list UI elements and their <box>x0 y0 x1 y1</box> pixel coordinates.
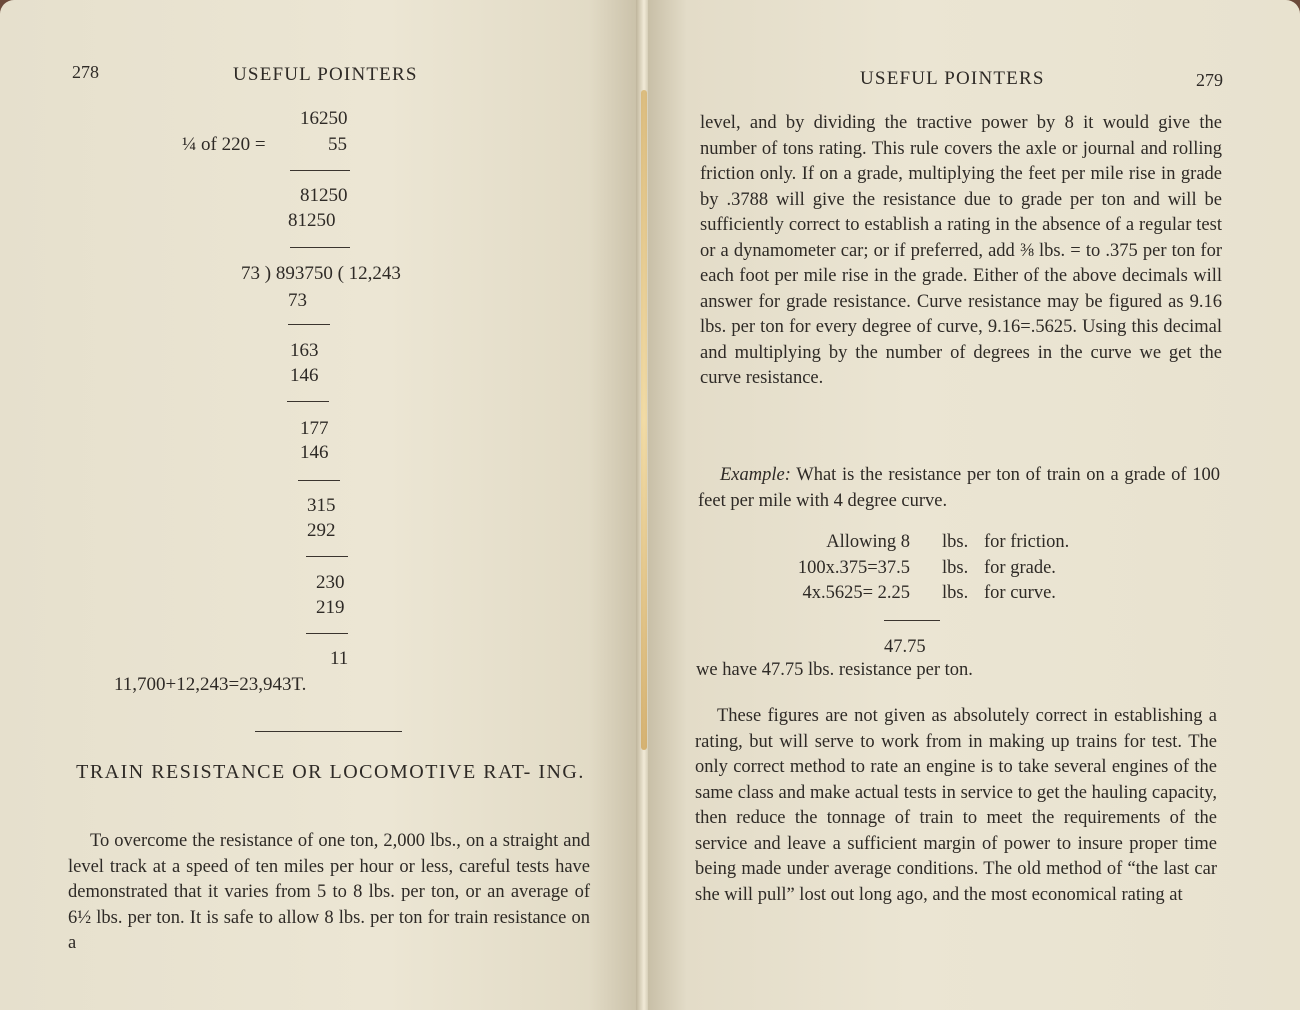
calc-line: 315 <box>307 495 336 516</box>
calc-rule <box>306 556 348 557</box>
calc-label: ¼ of 220 = <box>182 134 266 155</box>
calc-line: 73 <box>288 290 307 311</box>
calc-rule <box>290 170 350 171</box>
calc-line: 81250 <box>288 210 336 231</box>
left-page <box>0 0 640 1010</box>
calc-line: 292 <box>307 520 336 541</box>
calc-line: 177 <box>300 418 329 439</box>
calc-rule <box>287 401 329 402</box>
calc-line: 163 <box>290 340 319 361</box>
example-row-calc: 100x.375=37.5 <box>797 558 910 578</box>
calc-rule <box>290 247 350 248</box>
calc-line: 73 ) 893750 ( 12,243 <box>241 263 401 284</box>
calc-rule <box>298 480 340 481</box>
section-heading: TRAIN RESISTANCE OR LOCOMOTIVE RAT- ING. <box>76 761 585 783</box>
example-row-desc: for grade. <box>984 558 1056 578</box>
page-edge <box>641 90 647 750</box>
body-text: These figures are not given as absolutely correct in establishing a rating, but will serve to work from in making up trains for test. The only correct method to rate an engine is to take several engines of the same class and make actual tests in service to get the hauling capacity, then reduce the tonnage of train to meet the requirements of the service and leave a sufficient margin of power to insure proper time being made under average conditions. The old method of “the last car she will pull” lost out long ago, and the most economical rating at <box>695 706 1217 905</box>
calc-line: 16250 <box>300 108 348 129</box>
right-paragraph-2 <box>695 704 1217 908</box>
example-row-desc: for curve. <box>984 583 1056 603</box>
calc-line: 146 <box>290 365 319 386</box>
calc-rule <box>288 324 330 325</box>
body-text: To overcome the resistance of one ton, 2,000 lbs., on a straight and level track at a speed of ten miles per hour or less, careful tests have demonstrated that it varies from 5 to 8 lbs. per ton, or an average of 6½ lbs. per ton. It is safe to allow 8 lbs. per ton for train resistance on a <box>68 831 590 953</box>
example-row-desc: for friction. <box>984 532 1070 552</box>
section-divider <box>255 731 402 732</box>
left-body-paragraph <box>68 829 590 957</box>
calc-line: 146 <box>300 442 329 463</box>
example-paragraph <box>698 463 1220 514</box>
example-row-unit: lbs. <box>942 558 969 578</box>
calc-line: 230 <box>316 572 345 593</box>
sum-value: 47.75 <box>884 637 926 657</box>
right-page <box>648 0 1300 1010</box>
example-row-calc: 4x.5625= 2.25 <box>802 583 910 603</box>
calc-line: 81250 <box>300 185 348 206</box>
calc-line: 11 <box>330 648 349 669</box>
left-running-head: USEFUL POINTERS <box>233 64 418 85</box>
example-row-calc: Allowing 8 <box>826 532 910 552</box>
right-running-head: USEFUL POINTERS <box>860 68 1045 89</box>
result-line: we have 47.75 lbs. resistance per ton. <box>696 660 973 680</box>
sum-rule <box>884 620 940 621</box>
calc-total: 11,700+12,243=23,943T. <box>114 674 307 695</box>
example-row-unit: lbs. <box>942 532 969 552</box>
body-text: level, and by dividing the tractive power by 8 it would give the number of tons rating. This rule covers the axle or journal and rolling friction only. If on a grade, multiplying the feet per mile rise in grade by .3788 will give the resistance due to grade per ton and will be sufficiently correct to establish a rating in the absence of a regular test or a dynamometer car; or if preferred, add ⅜ lbs. = to .375 per ton for each foot per mile rise in the grade. Either of the above decimals will answer for grade resistance. Curve resistance may be figured as 9.16 lbs. per ton for every degree of curve, 9.16=.5625. Using this decimal and multiplying by the number of degrees in the curve we get the curve resistance. <box>700 113 1222 388</box>
calc-rule <box>306 633 348 634</box>
example-text: What is the resistance per ton of train on a grade of 100 feet per mile with 4 degree curve. <box>698 465 1220 511</box>
right-page-number: 279 <box>1196 70 1223 90</box>
calc-line: 219 <box>316 597 345 618</box>
calc-line: 55 <box>328 134 347 155</box>
example-label: Example: <box>720 465 791 485</box>
example-row-unit: lbs. <box>942 583 969 603</box>
right-paragraph-1 <box>700 111 1222 392</box>
left-page-number: 278 <box>72 62 99 82</box>
